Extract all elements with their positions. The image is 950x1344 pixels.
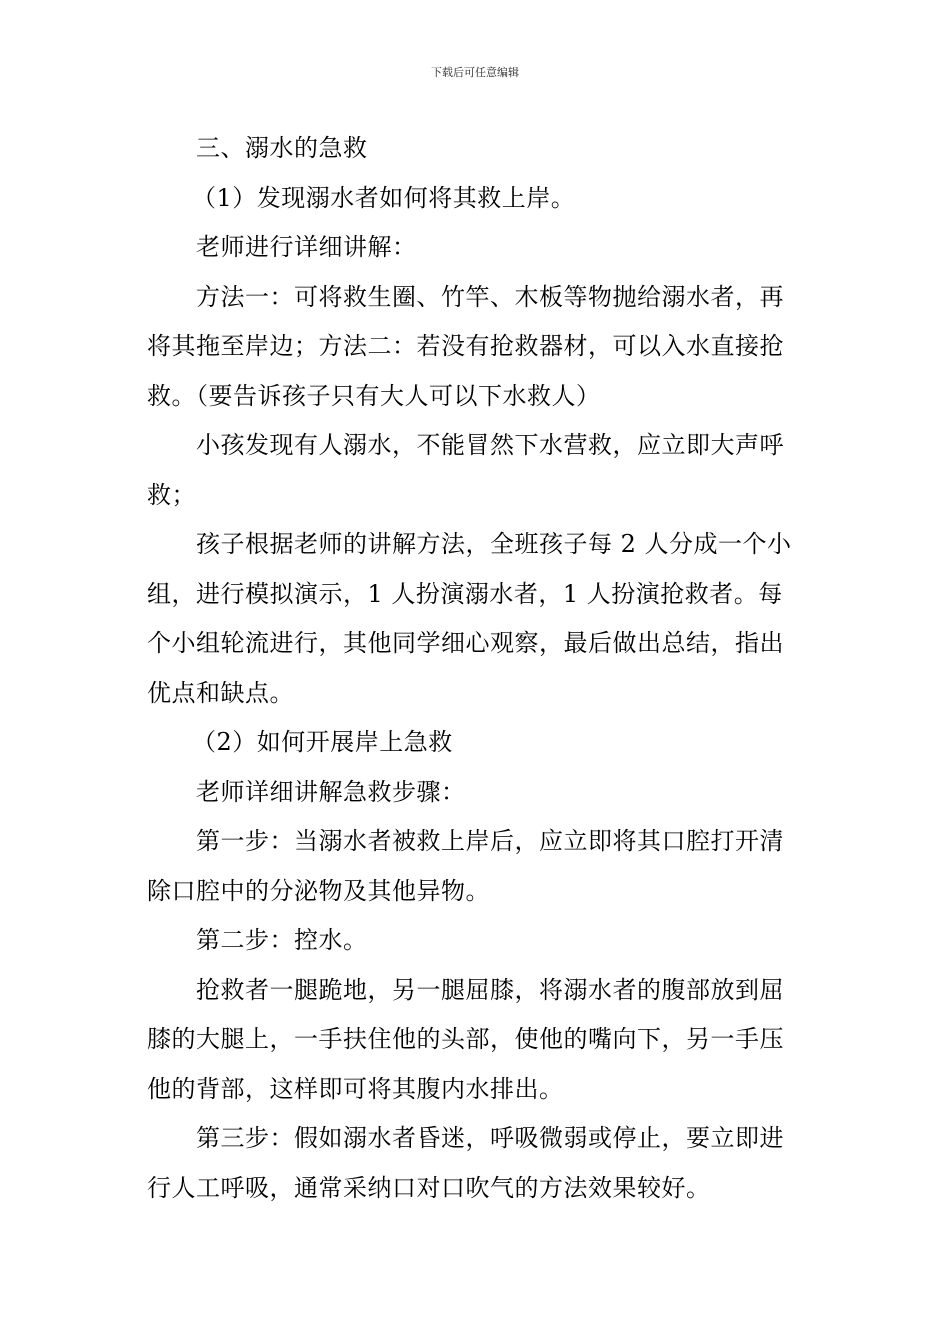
paragraph: 第二步：控水。 [196,926,368,954]
paragraph: 小孩发现有人溺水，不能冒然下水营救，应立即大声呼救； [147,431,784,509]
paragraph: 抢救者一腿跪地，另一腿屈膝，将溺水者的腹部放到屈膝的大腿上，一手扶住他的头部，使他的嘴向下，另一手压他的背部，这样即可将其腹内水排出。 [147,975,784,1103]
document-body [147,124,807,1213]
page-header-note: 下载后可任意编辑 [431,66,519,79]
section-heading: 三、溺水的急救 [196,134,368,162]
subsection-heading-2: （2）如何开展岸上急救 [192,728,453,756]
paragraph: 方法一：可将救生圈、竹竿、木板等物抛给溺水者，再将其拖至岸边；方法二：若没有抢救器材，可以入水直接抢救。（要告诉孩子只有大人可以下水救人） [147,282,784,410]
paragraph: 老师进行详细讲解： [196,233,417,261]
subsection-heading-1: （1）发现溺水者如何将其救上岸。 [192,183,576,212]
paragraph: 第一步：当溺水者被救上岸后，应立即将其口腔打开清除口腔中的分泌物及其他异物。 [147,827,784,905]
paragraph: 第三步：假如溺水者昏迷，呼吸微弱或停止，要立即进行人工呼吸，通常采纳口对口吹气的方法效果较好。 [147,1124,784,1202]
paragraph: 孩子根据老师的讲解方法，全班孩子每 2 人分成一个小组，进行模拟演示，1 人扮演溺水者，1 人扮演抢救者。每个小组轮流进行，其他同学细心观察，最后做出总结，指出优点和缺点。 [147,530,792,707]
paragraph: 老师详细讲解急救步骤： [196,777,466,806]
